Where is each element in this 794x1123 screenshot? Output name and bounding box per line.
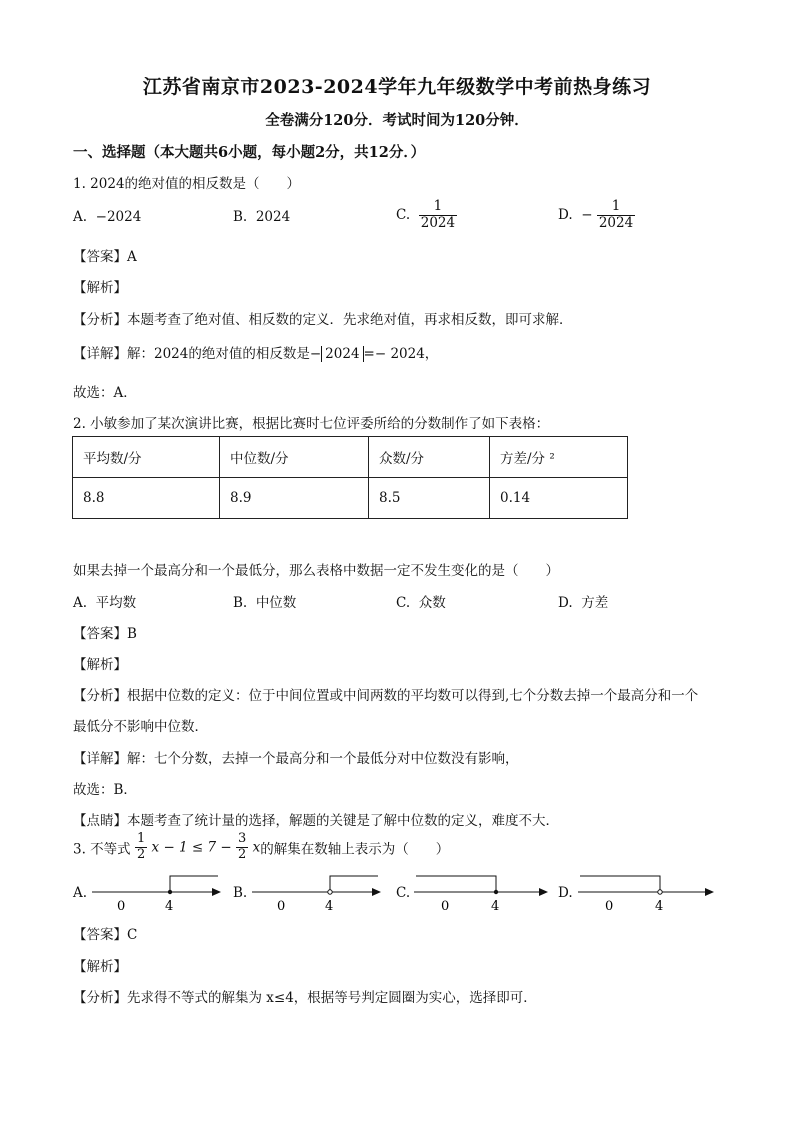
tick-label: 0 [117, 899, 126, 914]
tick-label: 4 [325, 899, 334, 914]
fraction-denominator: 2 [238, 846, 247, 862]
q3-option-a-label: A. [73, 885, 88, 901]
detail-result: =− 2024， [363, 346, 439, 362]
fraction-numerator: 3 [238, 831, 247, 846]
arrow-right-icon [539, 888, 548, 896]
option-text: 平均数 [95, 595, 137, 611]
number-line-c [412, 868, 552, 916]
q2-answer: 【答案】B [73, 626, 137, 642]
tick-label: 4 [491, 899, 500, 914]
solution-bracket [416, 876, 496, 892]
q1-answer: 【答案】A [73, 249, 137, 265]
q2-option-c [396, 591, 446, 611]
q2-analysis-heading: 【解析】 [73, 657, 127, 673]
option-label: B. [233, 595, 248, 611]
fraction [419, 199, 457, 231]
absolute-value: 2024 [321, 346, 363, 362]
option-text: 2024 [255, 209, 291, 225]
option-text: 方差 [581, 595, 609, 611]
minus-sign: − [581, 207, 593, 224]
table-cell: 0.14 [490, 478, 628, 519]
q1-analysis-heading: 【解析】 [73, 280, 127, 296]
q2-option-b [233, 591, 296, 611]
option-label: C. [396, 595, 411, 611]
fraction-numerator: 1 [597, 199, 635, 216]
q1-option-d [558, 199, 635, 231]
arrow-right-icon [212, 888, 221, 896]
q2-choose: 故选：B． [73, 782, 137, 798]
point-marker [658, 890, 662, 894]
detail-text: 【详解】解：2024的绝对值的相反数是 [73, 346, 310, 362]
q3-analysis-heading: 【解析】 [73, 959, 127, 975]
q3-option-c-label: C. [396, 885, 411, 901]
number-line-d [576, 868, 718, 916]
tick-label: 0 [441, 899, 450, 914]
arrow-right-icon [705, 888, 714, 896]
q3-answer: 【答案】C [73, 927, 138, 943]
q1-option-a [73, 209, 141, 225]
table-header-cell: 方差/分 ² [490, 437, 628, 478]
q1-option-b [233, 209, 290, 225]
fraction-denominator: 2 [136, 846, 146, 862]
q1-choose: 故选：A． [73, 385, 137, 401]
arrow-right-icon [372, 888, 381, 896]
q3-option-d-label: D. [558, 885, 573, 901]
q2-analysis-line-2: 最低分不影响中位数． [73, 719, 208, 735]
variable-x: x [252, 839, 261, 856]
stem-text: 的解集在数轴上表示为（ ） [260, 841, 450, 858]
q1-detail [73, 342, 438, 362]
option-text: −2024 [95, 209, 142, 225]
q2-stem: 2. 小敏参加了某次演讲比赛，根据比赛时七位评委所给的分数制作了如下表格： [73, 416, 550, 432]
option-label: A. [73, 209, 88, 225]
tick-label: 0 [277, 899, 286, 914]
table-header-cell: 中位数/分 [220, 437, 369, 478]
q2-option-d [558, 591, 608, 611]
fraction [597, 199, 635, 231]
q2-detail: 【详解】解：七个分数，去掉一个最高分和一个最低分对中位数没有影响， [73, 751, 519, 767]
section-heading: 一、选择题（本大题共6小题，每小题2分，共12分．） [73, 144, 426, 161]
score-table [72, 436, 628, 519]
fraction-denominator: 2024 [420, 214, 456, 231]
fraction-numerator: 1 [419, 199, 457, 216]
solution-bracket [330, 876, 378, 892]
q2-comment: 【点睛】本题考查了统计量的选择，解题的关键是了解中位数的定义，难度不大． [73, 813, 559, 829]
q1-stem: 1. 2024的绝对值的相反数是（ ） [73, 176, 301, 192]
tick-label: 4 [165, 899, 174, 914]
solution-bracket [580, 876, 660, 892]
tick-label: 0 [605, 899, 614, 914]
point-marker [494, 890, 498, 894]
solution-bracket [170, 876, 218, 892]
q2-question: 如果去掉一个最高分和一个最低分，那么表格中数据一定不发生变化的是（ ） [73, 563, 559, 579]
table-cell: 8.8 [73, 478, 220, 519]
q1-analysis: 【分析】本题考查了绝对值、相反数的定义．先求绝对值，再求相反数，即可求解． [73, 312, 573, 328]
option-label: C. [396, 207, 411, 224]
q2-analysis-line-1: 【分析】根据中位数的定义：位于中间位置或中间两数的平均数可以得到,七个分数去掉一个最高分和一个 [73, 688, 699, 704]
fraction [236, 832, 248, 863]
fraction [135, 832, 147, 863]
page-title: 江苏省南京市2023-2024学年九年级数学中考前热身练习 [142, 76, 652, 98]
point-marker [168, 890, 172, 894]
table-cell: 8.9 [220, 478, 369, 519]
option-text: 众数 [418, 595, 446, 611]
fraction-numerator: 1 [136, 831, 146, 846]
tick-label: 4 [655, 899, 664, 914]
number-line-a [90, 868, 225, 916]
option-text: 中位数 [255, 595, 297, 611]
q3-option-b-label: B. [233, 885, 248, 901]
stem-text: 3. 不等式 [73, 841, 131, 858]
point-marker [328, 890, 332, 894]
q3-stem [73, 832, 449, 863]
table-cell: 8.5 [369, 478, 490, 519]
fraction-denominator: 2024 [598, 214, 634, 231]
table-header-cell: 平均数/分 [73, 437, 220, 478]
table-row [73, 478, 628, 519]
option-label: D. [558, 595, 573, 611]
table-header-row [73, 437, 628, 478]
q2-option-a [73, 591, 136, 611]
option-label: B. [233, 209, 248, 225]
option-label: A. [73, 595, 88, 611]
inequality-text: x − 1 ≤ 7 − [151, 839, 232, 856]
option-label: D. [558, 207, 573, 224]
exam-info: 全卷满分120分．考试时间为120分钟． [265, 112, 529, 129]
q3-analysis: 【分析】先求得不等式的解集为 x≤4，根据等号判定圆圈为实心，选择即可． [73, 990, 537, 1006]
table-header-cell: 众数/分 [369, 437, 490, 478]
number-line-b [250, 868, 385, 916]
q1-option-c [396, 199, 457, 231]
detail-minus: − [309, 346, 322, 362]
